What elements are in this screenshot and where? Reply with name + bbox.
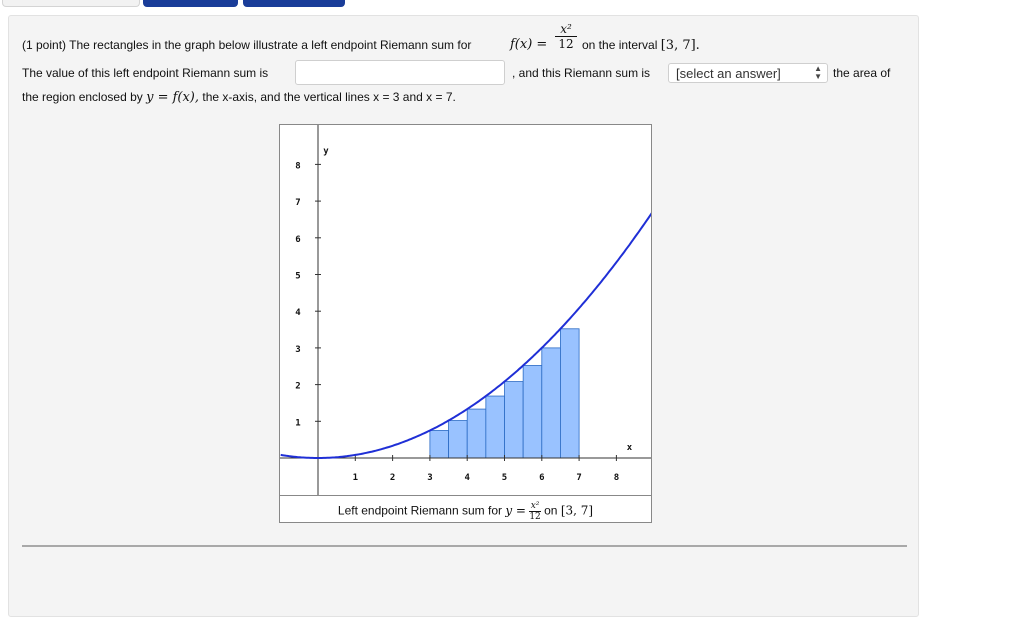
- x-tick-label: 4: [464, 473, 470, 483]
- y-tick-label: 2: [295, 381, 301, 392]
- sum-value-label: The value of this left endpoint Riemann sum is: [22, 66, 269, 80]
- y-tick-label: 7: [295, 198, 301, 209]
- x-tick-label: 2: [389, 473, 396, 483]
- y-tick-label: 3: [295, 344, 301, 355]
- riemann-rectangle: [449, 421, 468, 458]
- riemann-rectangle: [486, 396, 505, 458]
- comparison-select[interactable]: [668, 63, 828, 83]
- riemann-sum-answer-input[interactable]: [295, 60, 505, 85]
- x-tick-label: 3: [427, 473, 433, 483]
- x-tick-label: 5: [501, 473, 508, 483]
- riemann-graph: [279, 124, 652, 523]
- x-tick-label: 6: [539, 473, 545, 483]
- caption-numerator: x²: [530, 501, 540, 511]
- y-axis-label: y: [323, 146, 329, 157]
- fraction-denominator: 12: [555, 36, 577, 51]
- problem-line-2: [22, 66, 268, 80]
- region-label: the region enclosed by: [22, 90, 143, 104]
- function-fraction: [555, 22, 577, 51]
- y-tick-label: 8: [295, 161, 301, 172]
- caption-divider: [280, 495, 651, 496]
- interval-text: [582, 38, 700, 53]
- riemann-rectangle: [505, 382, 524, 458]
- interval-label: on the interval: [582, 38, 658, 52]
- function-lhs: f(x) =: [510, 37, 548, 52]
- caption-y: y =: [505, 503, 526, 518]
- riemann-rectangle: [523, 365, 542, 458]
- problem-line-1: [22, 38, 471, 52]
- y-tick-label: 6: [295, 234, 301, 245]
- riemann-plot: [280, 125, 651, 495]
- y-tick-label: 1: [295, 418, 301, 429]
- region-function: y = f(x),: [146, 90, 200, 105]
- comparison-select-value: [select an answer]: [676, 66, 781, 81]
- function-definition: [510, 37, 547, 52]
- section-divider: [22, 545, 907, 547]
- caption-on: on: [544, 503, 558, 518]
- riemann-rectangle: [467, 409, 486, 458]
- x-axis-label: x: [626, 443, 633, 453]
- y-tick-label: 4: [295, 308, 301, 319]
- caption-denominator: 12: [529, 512, 541, 522]
- graph-caption: [280, 501, 651, 522]
- caption-text: Left endpoint Riemann sum for: [337, 503, 502, 518]
- riemann-rectangle: [560, 329, 579, 458]
- fraction-numerator: x²: [560, 22, 572, 36]
- problem-line-3: [22, 90, 456, 105]
- caption-fraction: [529, 501, 540, 522]
- riemann-rectangle: [542, 348, 561, 458]
- top-nav-button-2[interactable]: [243, 0, 345, 7]
- area-of-label: the area of: [833, 66, 891, 80]
- caption-interval: [3, 7]: [560, 503, 594, 518]
- select-arrows-icon: ▲ ▼: [814, 64, 822, 81]
- x-tick-label: 7: [576, 473, 582, 483]
- comparison-label: , and this Riemann sum is: [512, 66, 651, 80]
- x-tick-label: 8: [613, 473, 620, 483]
- problem-intro-text: (1 point) The rectangles in the graph below illustrate a left endpoint Riemann sum for: [22, 38, 472, 52]
- interval-value: [3, 7].: [660, 38, 700, 53]
- top-nav-button-1[interactable]: [143, 0, 238, 7]
- riemann-rectangle: [430, 430, 449, 458]
- y-tick-label: 5: [295, 271, 301, 282]
- top-tab-button[interactable]: [2, 0, 140, 7]
- region-bounds: the x-axis, and the vertical lines x = 3 and x = 7.: [202, 90, 456, 104]
- x-tick-label: 1: [352, 473, 359, 483]
